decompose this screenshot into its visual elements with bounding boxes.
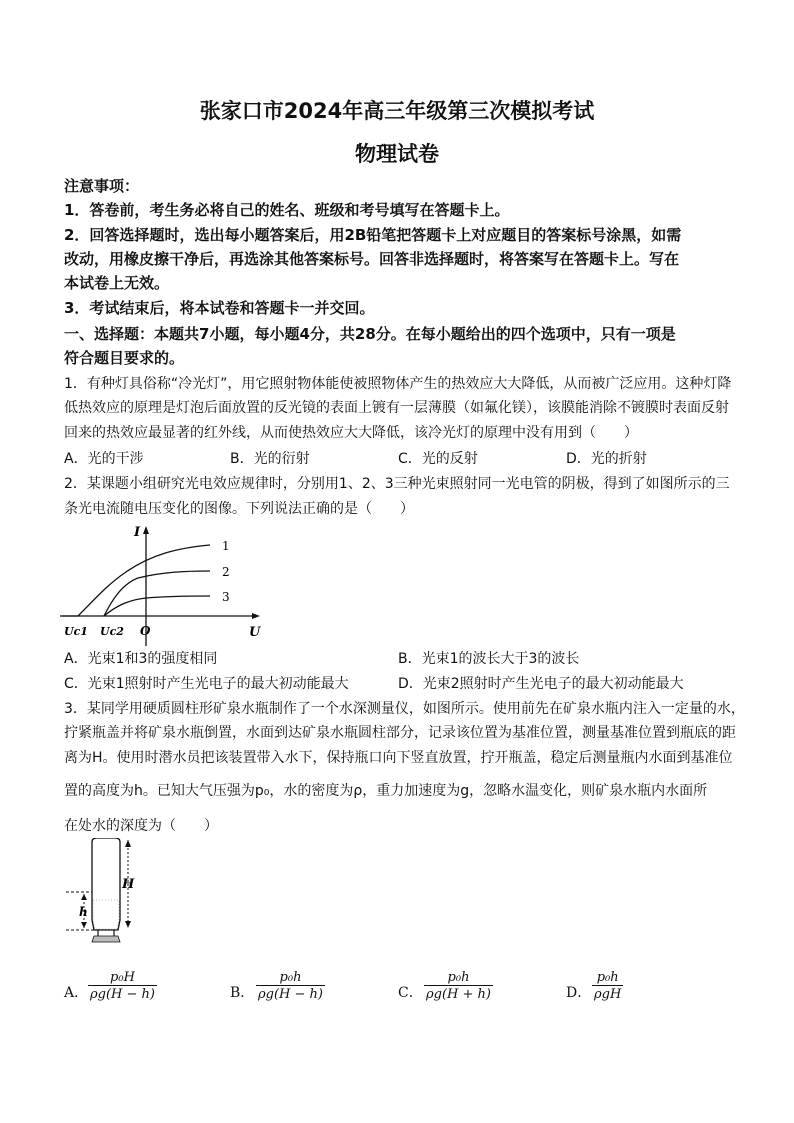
small-h-arrow-down bbox=[81, 922, 87, 928]
section-heading: 一、选择题：本题共7小题，每小题4分，共28分。在每小题给出的四个选项中，只有一项是 bbox=[64, 325, 676, 343]
notice-line: 2．回答选择题时，选出每小题答案后，用2B铅笔把答题卡上对应题目的答案标号涂黑，如需 bbox=[64, 226, 682, 244]
curve-2 bbox=[104, 571, 210, 616]
q3-option-b-label: B． bbox=[230, 985, 255, 1001]
fraction-numerator: p₀h bbox=[279, 970, 302, 985]
q3-text: 拧紧瓶盖并将矿泉水瓶倒置，水面到达矿泉水瓶圆柱部分，记录该位置为基准位置，测量基准位置到瓶底的距 bbox=[64, 725, 736, 741]
q2-text: 2．某课题小组研究光电效应规律时，分别用1、2、3三种光束照射同一光电管的阴极，得到了如图所示的三 bbox=[64, 476, 730, 492]
bottom-water bbox=[92, 936, 120, 942]
q3-option-d bbox=[592, 970, 623, 1002]
q1-text: 1．有种灯具俗称“冷光灯”，用它照射物体能使被照物体产生的热效应大大降低，从而被广泛应用。这种灯降 bbox=[64, 376, 732, 392]
i-axis-arrow bbox=[143, 526, 149, 534]
q2-option-b: B．光束1的波长大于3的波长 bbox=[398, 651, 580, 667]
fraction-denominator: ρgH bbox=[594, 987, 622, 1002]
q3-option-c-label: C． bbox=[398, 985, 423, 1001]
q3-text: 3．某同学用硬质圆柱形矿泉水瓶制作了一个水深测量仪，如图所示。使用前先在矿泉水瓶内注入一定量的水， bbox=[64, 701, 745, 717]
q2-text: 条光电流随电压变化的图像。下列说法正确的是（ ） bbox=[64, 501, 414, 517]
q3-text: 置的高度为h。已知大气压强为p₀，水的密度为ρ，重力加速度为g，忽略水温变化，则矿泉水瓶内水面所 bbox=[64, 783, 708, 799]
notice-line: 3．考试结束后，将本试卷和答题卡一并交回。 bbox=[64, 299, 375, 317]
q1-text: 低热效应的原理是灯泡后面放置的反光镜的表面上镀有一层薄膜（如氟化镁），该膜能消除不镀膜时表面反射 bbox=[64, 400, 729, 416]
q1-option-d: D．光的折射 bbox=[566, 451, 647, 467]
fraction-denominator: ρg(H + h) bbox=[426, 987, 491, 1002]
q2-option-c: C．光束1照射时产生光电子的最大初动能最大 bbox=[64, 676, 349, 692]
q3-option-a bbox=[88, 970, 157, 1002]
q3-option-b bbox=[256, 970, 325, 1002]
h-arrow-up bbox=[125, 840, 131, 847]
curve-2-label: 2 bbox=[222, 565, 230, 579]
q1-text: 回来的热效应最显著的红外线，从而使热效应大大降低，该冷光灯的原理中没有用到（ ） bbox=[64, 425, 638, 441]
i-axis-label: I bbox=[134, 525, 141, 540]
uc2-label: Uc2 bbox=[100, 625, 124, 638]
notice-line: 本试卷上无效。 bbox=[64, 274, 170, 292]
fraction-numerator: p₀H bbox=[110, 970, 135, 985]
q3-option-d-label: D． bbox=[566, 985, 592, 1001]
h-arrow-down bbox=[125, 921, 131, 928]
exam-title: 张家口市2024年高三年级第三次模拟考试 bbox=[199, 99, 595, 123]
q1-option-b: B．光的衍射 bbox=[230, 451, 310, 467]
bottle-body bbox=[92, 838, 120, 930]
curve-1-label: 1 bbox=[222, 539, 230, 553]
section-heading: 符合题目要求的。 bbox=[64, 349, 185, 367]
q3-option-c bbox=[424, 970, 493, 1002]
notice-heading: 注意事项： bbox=[64, 177, 140, 195]
q3-option-a-label: A． bbox=[64, 985, 89, 1001]
q3-text: 离为H。使用时潜水员把该装置带入水下，保持瓶口向下竖直放置，拧开瓶盖，稳定后测量瓶内水面到基准位 bbox=[64, 750, 733, 766]
photoelectric-graph bbox=[60, 520, 270, 648]
fraction-numerator: p₀h bbox=[596, 970, 619, 985]
curve-1 bbox=[62, 545, 210, 616]
q1-option-c: C．光的反射 bbox=[398, 451, 478, 467]
fraction-denominator: ρg(H − h) bbox=[258, 987, 323, 1002]
u-axis-arrow bbox=[252, 613, 260, 619]
fraction-denominator: ρg(H − h) bbox=[90, 987, 155, 1002]
curve-3 bbox=[104, 596, 210, 616]
fraction-numerator: p₀h bbox=[447, 970, 470, 985]
notice-line: 1．答卷前，考生务必将自己的姓名、班级和考号填写在答题卡上。 bbox=[64, 201, 510, 219]
bottle-figure bbox=[66, 838, 156, 958]
q2-option-a: A．光束1和3的强度相同 bbox=[64, 651, 218, 667]
h-upper-label: H bbox=[122, 877, 135, 892]
notice-line: 改动，用橡皮擦干净后，再选涂其他答案标号。回答非选择题时，将答案写在答题卡上。写在 bbox=[64, 250, 680, 268]
exam-subtitle: 物理试卷 bbox=[355, 142, 439, 166]
u-axis-label: U bbox=[249, 625, 261, 640]
q2-option-d: D．光束2照射时产生光电子的最大初动能最大 bbox=[398, 676, 684, 692]
small-h-arrow-up bbox=[81, 894, 87, 900]
q1-option-a: A．光的干涉 bbox=[64, 451, 144, 467]
uc1-label: Uc1 bbox=[64, 625, 88, 638]
q3-text: 在处水的深度为（ ） bbox=[64, 818, 218, 834]
h-lower-label: h bbox=[79, 905, 88, 919]
origin-label: O bbox=[140, 624, 151, 638]
curve-3-label: 3 bbox=[222, 590, 230, 604]
